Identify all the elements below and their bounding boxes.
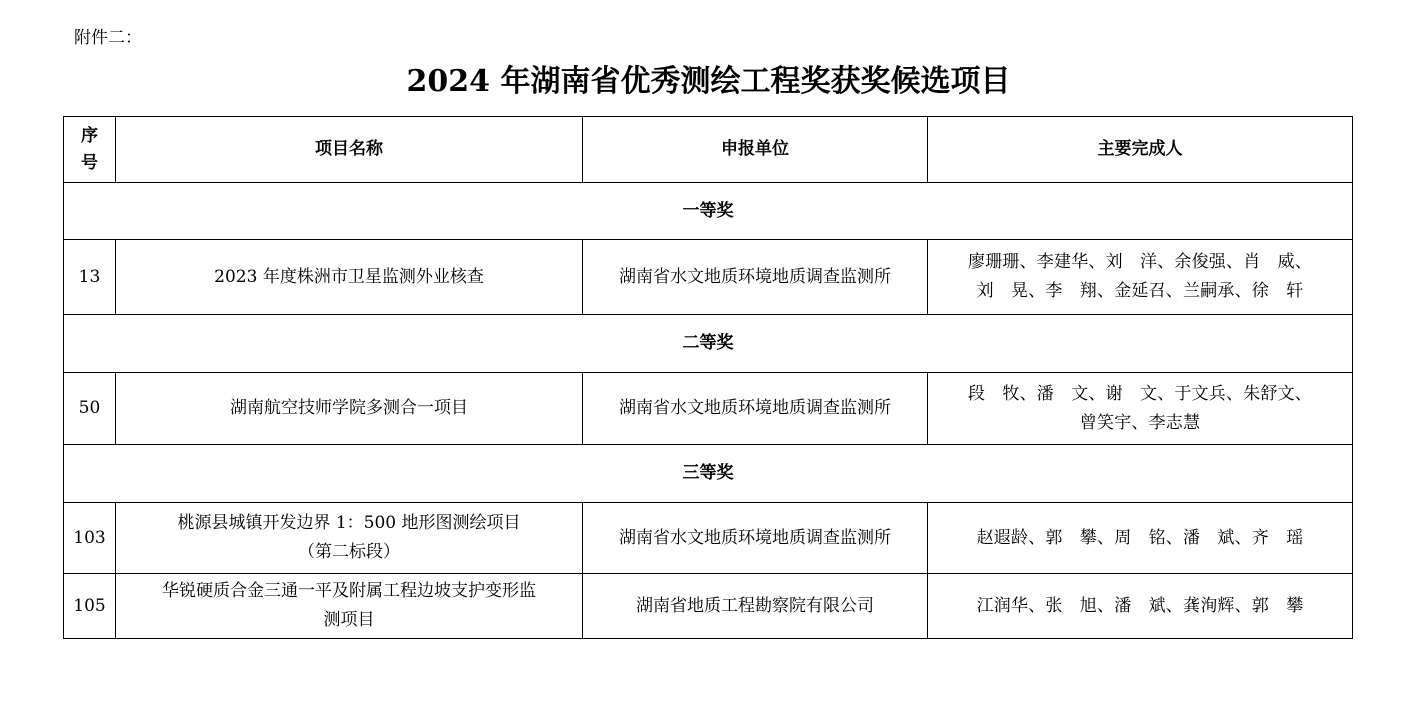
group-label: 三等奖 <box>64 445 1353 503</box>
row-unit: 湖南省水文地质环境地质调查监测所 <box>583 373 928 445</box>
row-seq: 103 <box>64 503 116 574</box>
document-title: 2024 年湖南省优秀测绘工程奖获奖候选项目 <box>406 64 1011 99</box>
row-project-name: 桃源县城镇开发边界 1：500 地形图测绘项目 （第二标段） <box>116 503 583 574</box>
row-seq: 50 <box>64 373 116 445</box>
table-row <box>64 574 1353 639</box>
group-row-second-prize <box>64 315 1353 373</box>
table-row <box>64 240 1353 315</box>
row-people: 廖珊珊、李建华、刘 洋、余俊强、肖 威、 刘 晃、李 翔、金延召、兰嗣承、徐 轩 <box>928 240 1353 315</box>
row-project-name: 湖南航空技师学院多测合一项目 <box>116 373 583 445</box>
row-people: 赵遐龄、郭 攀、周 铭、潘 斌、齐 瑶 <box>928 503 1353 574</box>
header-project-name: 项目名称 <box>116 117 583 183</box>
header-people: 主要完成人 <box>928 117 1353 183</box>
row-unit: 湖南省水文地质环境地质调查监测所 <box>583 240 928 315</box>
award-table <box>63 116 1353 639</box>
table-header-row <box>64 117 1353 183</box>
table-row <box>64 503 1353 574</box>
row-unit: 湖南省水文地质环境地质调查监测所 <box>583 503 928 574</box>
group-row-first-prize <box>64 183 1353 240</box>
row-seq: 105 <box>64 574 116 639</box>
group-row-third-prize <box>64 445 1353 503</box>
table-row <box>64 373 1353 445</box>
row-project-name: 华锐硬质合金三通一平及附属工程边坡支护变形监 测项目 <box>116 574 583 639</box>
group-label: 一等奖 <box>64 183 1353 240</box>
attachment-label: 附件二： <box>74 28 142 48</box>
row-people: 段 牧、潘 文、谢 文、于文兵、朱舒文、 曾笑宇、李志慧 <box>928 373 1353 445</box>
row-unit: 湖南省地质工程勘察院有限公司 <box>583 574 928 639</box>
header-unit: 申报单位 <box>583 117 928 183</box>
row-seq: 13 <box>64 240 116 315</box>
header-seq: 序 号 <box>64 117 116 183</box>
group-label: 二等奖 <box>64 315 1353 373</box>
row-project-name: 2023 年度株洲市卫星监测外业核查 <box>116 240 583 315</box>
row-people: 江润华、张 旭、潘 斌、龚洵辉、郭 攀 <box>928 574 1353 639</box>
